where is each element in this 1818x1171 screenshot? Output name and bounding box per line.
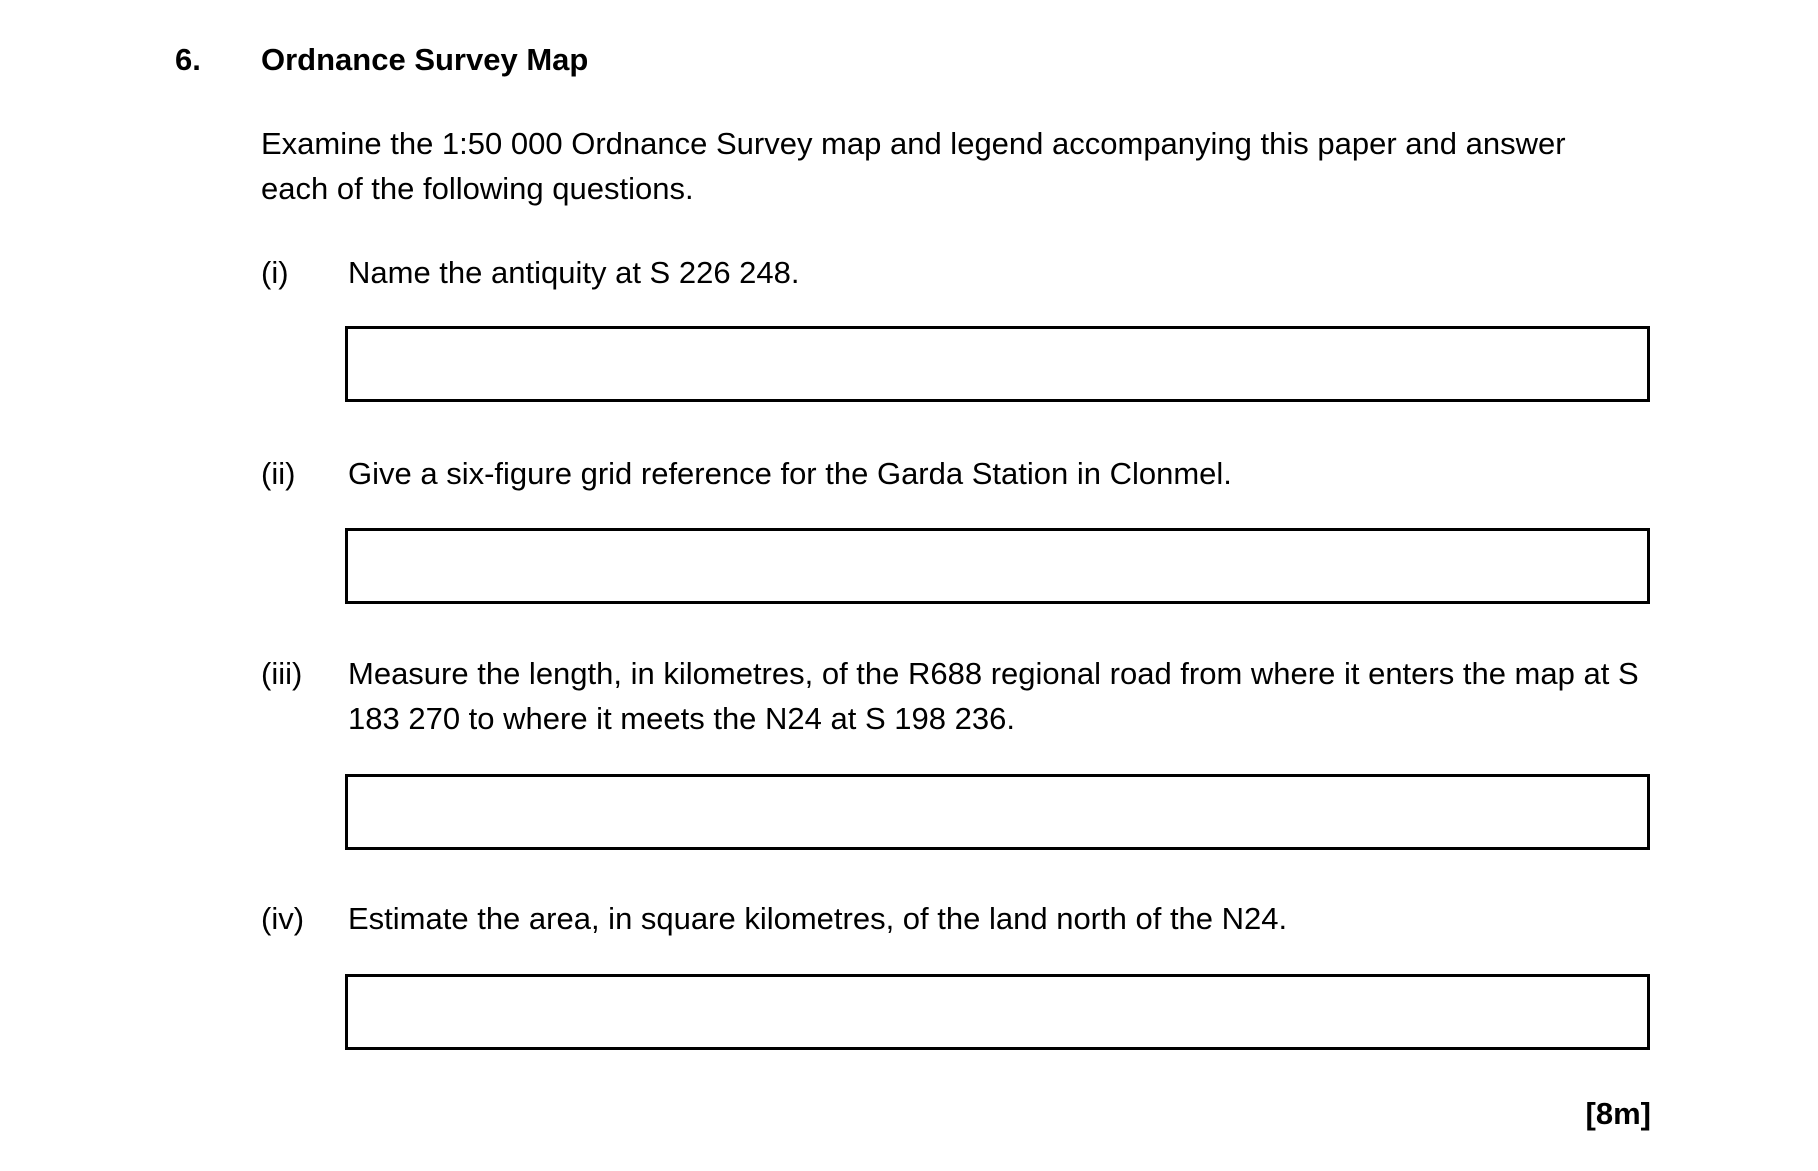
part-label: (i)	[261, 255, 289, 290]
answer-box-iv[interactable]	[345, 974, 1650, 1050]
answer-box-i[interactable]	[345, 326, 1650, 402]
part-text: Estimate the area, in square kilometres, of the land north of the N24.	[348, 901, 1288, 936]
part-label: (iii)	[261, 656, 303, 691]
part-label: (iv)	[261, 901, 305, 936]
answer-box-ii[interactable]	[345, 528, 1650, 604]
question-number: 6.	[175, 42, 201, 77]
part-label: (ii)	[261, 456, 296, 491]
question-title: Ordnance Survey Map	[261, 42, 589, 77]
part-text: Measure the length, in kilometres, of the R688 regional road from where it enters the map at S 183 270 to where it meets the N24 at S 198 236.	[348, 656, 1639, 736]
part-text: Name the antiquity at S 226 248.	[348, 255, 800, 290]
answer-box-iii[interactable]	[345, 774, 1650, 850]
part-text: Give a six-figure grid reference for the Garda Station in Clonmel.	[348, 456, 1232, 491]
question-intro: Examine the 1:50 000 Ordnance Survey map and legend accompanying this paper and answer each of the following questions.	[261, 126, 1566, 206]
marks-label: [8m]	[1585, 1096, 1651, 1131]
